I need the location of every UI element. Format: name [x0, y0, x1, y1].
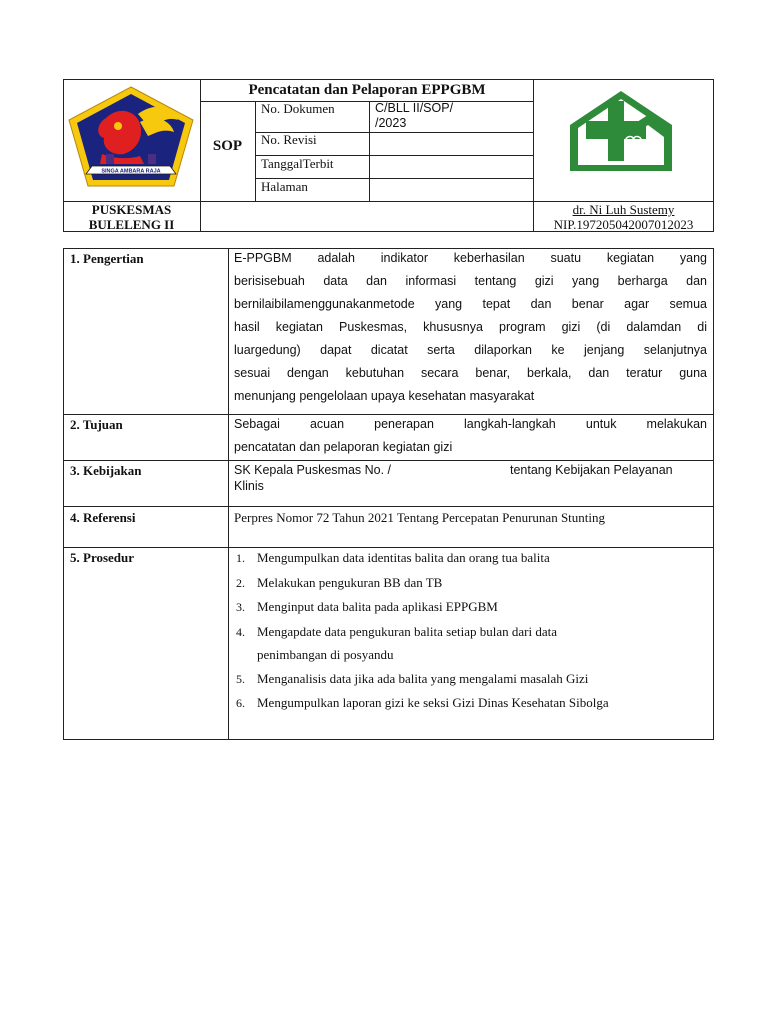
pengertian-line: luargedung) dapat dicatat serta dilaporkan ke jenjang selanjutnya — [234, 343, 707, 357]
prosedur-item: Menganalisis data jika ada balita yang mengalami masalah Gizi — [257, 671, 589, 686]
pengertian-line: berisisebuah data dan informasi tentang gizi yang berharga dan — [234, 274, 707, 288]
doc-label-nomor: No. Dokumen — [261, 101, 335, 116]
signer-name: dr. Ni Luh Sustemy — [572, 202, 675, 217]
prosedur-number: 4. — [236, 625, 245, 639]
prosedur-item: Melakukan pengukuran BB dan TB — [257, 575, 443, 590]
prosedur-number: 3. — [236, 600, 245, 614]
kebijakan-klinis: Klinis — [234, 479, 264, 493]
org-name-line1: PUSKESMAS — [91, 202, 172, 217]
kebijakan-tentang: tentang Kebijakan Pelayanan — [510, 463, 673, 477]
doc-value-nomor: C/BLL II/SOP/ — [375, 101, 454, 115]
tujuan-line: Sebagai acuan penerapan langkah-langkah untuk melakukan — [234, 417, 707, 431]
prosedur-item: Mengumpulkan laporan gizi ke seksi Gizi Dinas Kesehatan Sibolga — [257, 695, 609, 710]
pengertian-line: menunjang pengelolaan upaya kesehatan masyarakat — [234, 389, 535, 403]
kebijakan-sk: SK Kepala Puskesmas No. / — [234, 463, 392, 477]
label-tujuan: 2. Tujuan — [70, 417, 123, 432]
label-referensi: 4. Referensi — [70, 510, 136, 525]
label-pengertian: 1. Pengertian — [70, 251, 144, 266]
pengertian-line: E-PPGBM adalah indikator keberhasilan suatu kegiatan yang — [234, 251, 707, 265]
pengertian-line: bernilaibilamenggunakanmetode yang tepat dan benar agar semua — [234, 297, 707, 311]
doc-label-revisi: No. Revisi — [261, 132, 317, 147]
puskesmas-logo-icon — [568, 89, 674, 173]
tujuan-line: pencatatan dan pelaporan kegiatan gizi — [234, 440, 453, 454]
prosedur-number: 2. — [236, 576, 245, 590]
logo-motto: SINGA AMBARA RAJA — [101, 168, 161, 175]
signer-nip: NIP.197205042007012023 — [553, 217, 694, 232]
doc-value-nomor-year: /2023 — [375, 116, 407, 130]
prosedur-number: 5. — [236, 672, 245, 686]
prosedur-number: 1. — [236, 551, 245, 565]
prosedur-item: Mengapdate data pengukuran balita setiap bulan dari data — [257, 624, 557, 639]
doc-label-tanggal: TanggalTerbit — [261, 156, 334, 171]
sop-label: SOP — [212, 138, 243, 154]
prosedur-number: 6. — [236, 696, 245, 710]
label-kebijakan: 3. Kebijakan — [70, 463, 142, 478]
pengertian-line: hasil kegiatan Puskesmas, khususnya program gizi (di dalamdan di — [234, 320, 707, 334]
prosedur-item-continuation: penimbangan di posyandu — [257, 647, 394, 662]
doc-label-halaman: Halaman — [261, 179, 308, 194]
prosedur-item: Menginput data balita pada aplikasi EPPGBM — [257, 599, 498, 614]
kabupaten-logo-icon — [66, 84, 196, 190]
referensi-text: Perpres Nomor 72 Tahun 2021 Tentang Percepatan Penurunan Stunting — [234, 510, 606, 525]
prosedur-item: Mengumpulkan data identitas balita dan orang tua balita — [257, 550, 550, 565]
label-prosedur: 5. Prosedur — [70, 550, 135, 565]
org-name-line2: BULELENG II — [88, 217, 175, 232]
document-title: Pencatatan dan Pelaporan EPPGBM — [248, 82, 486, 98]
pengertian-line: sesuai dengan kebutuhan secara benar, berkala, dan teratur guna — [234, 366, 707, 380]
